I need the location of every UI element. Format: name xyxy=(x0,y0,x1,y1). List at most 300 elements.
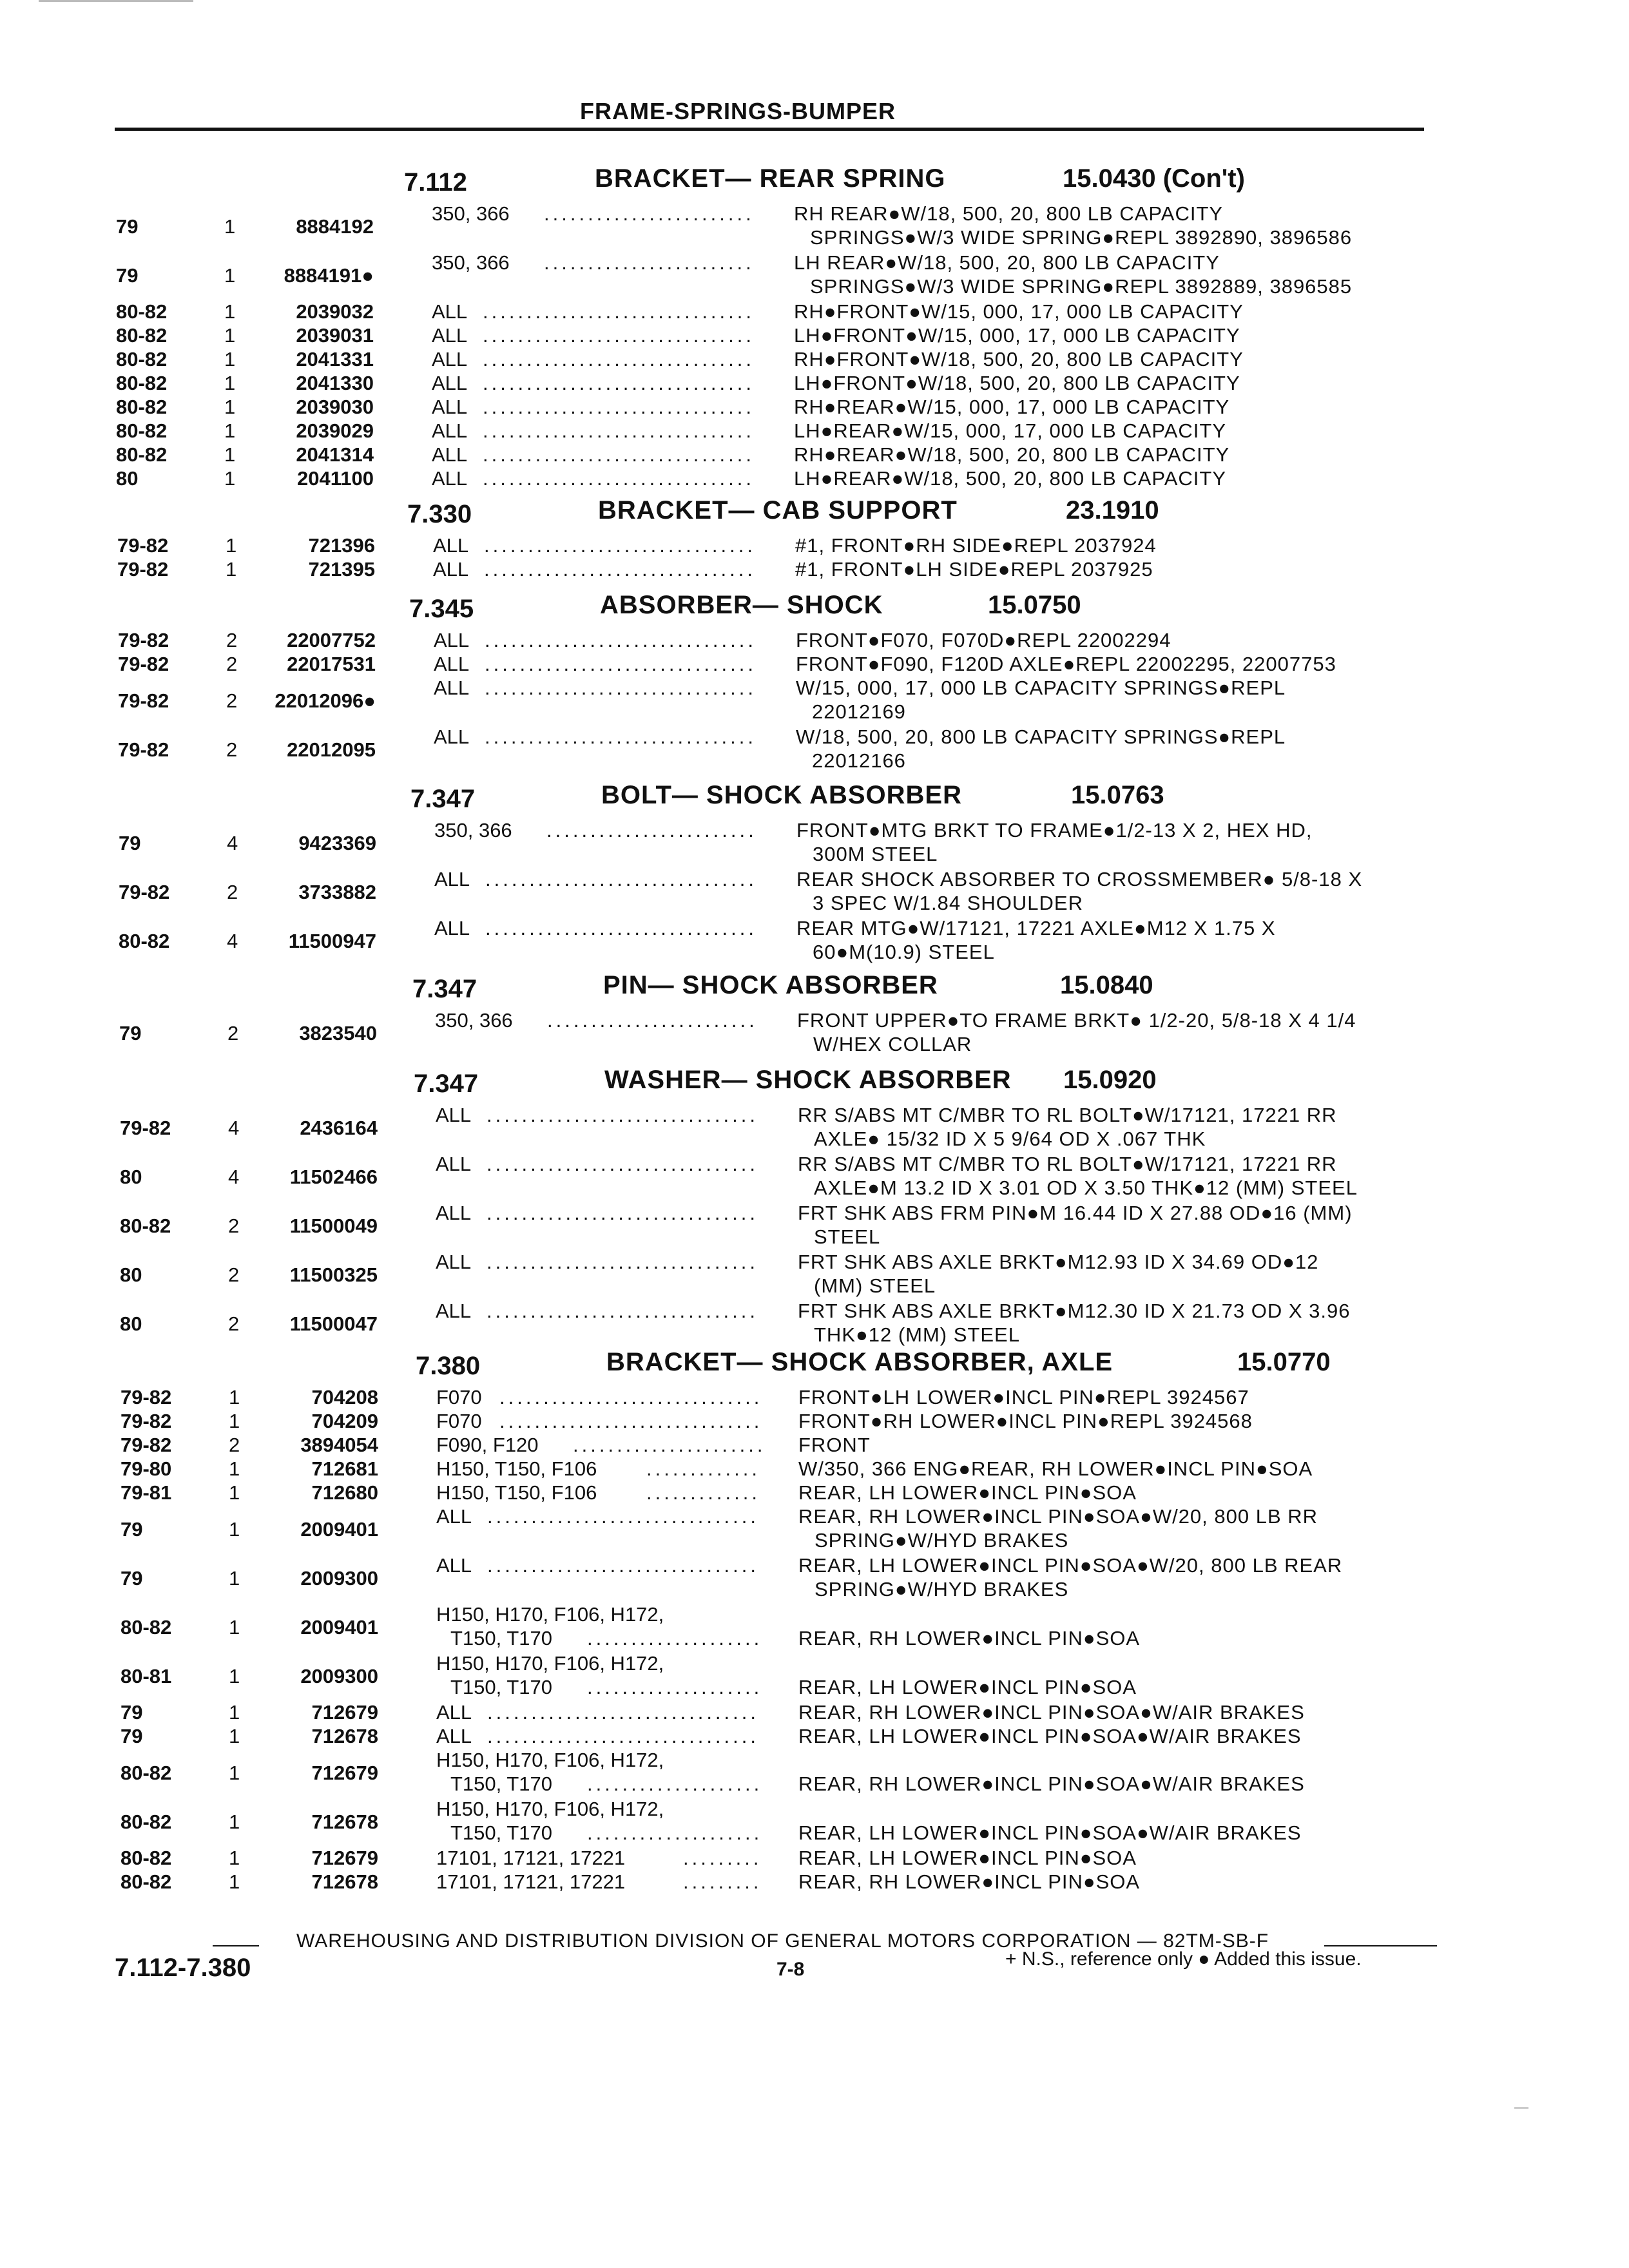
part-description: SPRINGS●W/3 WIDE SPRING●REPL 3892889, 3896585 xyxy=(810,275,1353,298)
leader-dots: ............................... xyxy=(485,917,757,939)
model-year: 80-82 xyxy=(120,1215,171,1237)
leader-dots: ............................... xyxy=(487,1202,758,1224)
part-row xyxy=(0,419,1629,443)
leader-dots: ......... xyxy=(683,1847,762,1869)
section-number: 7.345 xyxy=(409,595,474,623)
part-number: 712679 xyxy=(311,1847,378,1869)
model-list: H150, H170, F106, H172, xyxy=(436,1749,664,1771)
part-number: 2009300 xyxy=(300,1567,378,1590)
quantity: 1 xyxy=(224,215,236,238)
model-list: 350, 366 xyxy=(434,819,512,841)
model-year: 80-82 xyxy=(120,1616,172,1639)
leader-dots: ............................... xyxy=(487,1505,759,1528)
part-row xyxy=(0,533,1629,557)
part-number: 11500049 xyxy=(289,1215,378,1237)
model-list: ALL xyxy=(434,917,470,939)
quantity: 1 xyxy=(226,558,237,581)
leader-dots: ............................... xyxy=(485,653,757,675)
footer-section-range: 7.112-7.380 xyxy=(115,1954,251,1982)
model-year: 79-82 xyxy=(118,689,169,712)
model-year: 79-80 xyxy=(120,1457,172,1480)
model-list: ALL xyxy=(436,1251,472,1273)
model-list: ALL xyxy=(432,467,468,490)
part-number: 11500947 xyxy=(288,930,376,952)
part-description: REAR, LH LOWER●INCL PIN●SOA xyxy=(798,1481,1137,1504)
part-number: 2039029 xyxy=(296,419,374,442)
part-number: 704209 xyxy=(311,1410,378,1432)
part-description: REAR MTG●W/17121, 17221 AXLE●M12 X 1.75 X xyxy=(796,917,1276,939)
quantity: 1 xyxy=(229,1518,240,1541)
part-description: (MM) STEEL xyxy=(814,1274,936,1297)
model-list: F090, F120 xyxy=(436,1434,539,1456)
part-row xyxy=(0,676,1629,724)
model-list: ALL xyxy=(432,372,468,394)
model-list: ALL xyxy=(436,1554,472,1577)
model-year: 80 xyxy=(116,467,139,490)
part-number: 2039032 xyxy=(296,300,374,323)
part-number: 3823540 xyxy=(299,1022,377,1044)
part-row xyxy=(0,371,1629,395)
part-description: SPRINGS●W/3 WIDE SPRING●REPL 3892890, 3896586 xyxy=(810,226,1353,249)
model-year: 80 xyxy=(120,1264,142,1286)
model-year: 79 xyxy=(116,264,139,287)
part-row xyxy=(0,300,1629,323)
footer-page-number: 7-8 xyxy=(776,1959,805,1980)
model-year: 79 xyxy=(119,1022,142,1044)
part-number: 8884191● xyxy=(284,264,374,287)
model-list: ALL xyxy=(436,1202,472,1224)
part-description: RR S/ABS MT C/MBR TO RL BOLT●W/17121, 17221 RR xyxy=(798,1104,1337,1126)
part-row xyxy=(0,1724,1629,1748)
model-year: 79 xyxy=(120,1567,143,1590)
part-row xyxy=(0,916,1629,964)
section-code: 15.0750 xyxy=(988,591,1081,619)
part-row xyxy=(0,725,1629,773)
part-number: 11500325 xyxy=(289,1264,378,1286)
quantity: 2 xyxy=(226,629,238,651)
quantity: 1 xyxy=(229,1701,240,1724)
part-description: REAR, LH LOWER●INCL PIN●SOA●W/AIR BRAKES xyxy=(798,1725,1302,1747)
section-name: BOLT— SHOCK ABSORBER xyxy=(601,781,962,809)
model-year: 80 xyxy=(120,1312,142,1335)
part-description: #1, FRONT●RH SIDE●REPL 2037924 xyxy=(795,534,1157,557)
model-year: 79 xyxy=(120,1725,143,1747)
model-list: ALL xyxy=(432,300,468,323)
part-number: 2039030 xyxy=(296,396,374,418)
part-row xyxy=(0,1748,1629,1796)
quantity: 1 xyxy=(229,1847,240,1869)
part-description: REAR, LH LOWER●INCL PIN●SOA●W/20, 800 LB REAR xyxy=(798,1554,1343,1577)
leader-dots: .............................. xyxy=(499,1386,763,1408)
part-description: SPRING●W/HYD BRAKES xyxy=(815,1578,1069,1600)
part-description: REAR, RH LOWER●INCL PIN●SOA●W/AIR BRAKES xyxy=(798,1701,1305,1724)
part-description: LH●REAR●W/15, 000, 17, 000 LB CAPACITY xyxy=(794,419,1227,442)
leader-dots: ........................ xyxy=(544,202,755,225)
section-code: 15.0763 xyxy=(1071,781,1164,809)
part-description: FRONT●MTG BRKT TO FRAME●1/2-13 X 2, HEX HD, xyxy=(796,819,1313,841)
quantity: 4 xyxy=(228,1117,240,1139)
leader-dots: ............. xyxy=(646,1481,760,1504)
part-description: FRT SHK ABS AXLE BRKT●M12.30 ID X 21.73 OD X 3.96 xyxy=(798,1300,1351,1322)
part-row xyxy=(0,818,1629,866)
model-list: ALL xyxy=(433,558,469,581)
model-list: H150, T150, F106 xyxy=(436,1481,597,1504)
part-number: 2009300 xyxy=(300,1665,378,1687)
part-number: 704208 xyxy=(311,1386,378,1408)
quantity: 1 xyxy=(224,467,236,490)
quantity: 1 xyxy=(224,324,236,347)
part-description: SPRING●W/HYD BRAKES xyxy=(815,1529,1069,1552)
section-header xyxy=(409,591,1440,623)
section-number: 7.347 xyxy=(414,1070,479,1098)
section-code: 15.0840 xyxy=(1060,971,1153,999)
leader-dots: .................... xyxy=(587,1627,763,1649)
part-row xyxy=(0,1201,1629,1249)
leader-dots: ............................... xyxy=(487,1701,759,1724)
part-description: LH●FRONT●W/18, 500, 20, 800 LB CAPACITY xyxy=(794,372,1240,394)
part-row xyxy=(0,1103,1629,1151)
quantity: 1 xyxy=(229,1811,240,1833)
leader-dots: ............................... xyxy=(483,372,755,394)
quantity: 1 xyxy=(229,1567,240,1590)
section-header xyxy=(412,971,1443,1003)
part-description: REAR SHOCK ABSORBER TO CROSSMEMBER● 5/8-18 X xyxy=(796,868,1363,890)
section-header xyxy=(410,781,1441,813)
model-list: ALL xyxy=(434,629,470,651)
model-year: 79-82 xyxy=(120,1410,172,1432)
leader-dots: ........................ xyxy=(547,1009,758,1032)
leader-dots: .............................. xyxy=(499,1410,763,1432)
model-year: 79-82 xyxy=(119,881,170,903)
model-year: 79-82 xyxy=(118,629,169,651)
part-row xyxy=(0,1433,1629,1457)
section-code: 15.0920 xyxy=(1063,1066,1157,1094)
part-number: 3733882 xyxy=(298,881,376,903)
model-year: 80-82 xyxy=(116,300,168,323)
part-number: 712679 xyxy=(311,1762,378,1784)
part-description: 60●M(10.9) STEEL xyxy=(813,941,995,963)
part-number: 712678 xyxy=(311,1811,378,1833)
part-description: REAR, RH LOWER●INCL PIN●SOA xyxy=(798,1870,1141,1893)
leader-dots: .................... xyxy=(587,1821,763,1844)
quantity: 1 xyxy=(224,348,236,370)
model-year: 79 xyxy=(119,832,141,854)
section-name: BRACKET— SHOCK ABSORBER, AXLE xyxy=(606,1348,1113,1376)
model-list: ALL xyxy=(434,726,470,748)
scan-mark-small xyxy=(1514,2107,1528,2109)
model-year: 79 xyxy=(116,215,139,238)
part-description: LH●REAR●W/18, 500, 20, 800 LB CAPACITY xyxy=(794,467,1227,490)
model-list: T150, T170 xyxy=(450,1627,552,1649)
part-number: 2009401 xyxy=(300,1518,378,1541)
part-description: 3 SPEC W/1.84 SHOULDER xyxy=(813,892,1083,914)
quantity: 2 xyxy=(226,653,238,675)
part-row xyxy=(0,1602,1629,1650)
part-description: W/15, 000, 17, 000 LB CAPACITY SPRINGS●REPL xyxy=(796,677,1286,699)
part-description: W/HEX COLLAR xyxy=(813,1033,972,1055)
part-row xyxy=(0,1700,1629,1724)
section-header xyxy=(414,1066,1445,1098)
section-header xyxy=(416,1348,1447,1380)
model-list: F070 xyxy=(436,1410,482,1432)
part-description: 22012166 xyxy=(812,749,906,772)
model-year: 80-82 xyxy=(116,348,168,370)
part-number: 22012095 xyxy=(287,738,376,761)
part-row xyxy=(0,1152,1629,1200)
leader-dots: ............................... xyxy=(483,300,755,323)
part-row xyxy=(0,323,1629,347)
part-description: REAR, RH LOWER●INCL PIN●SOA xyxy=(798,1627,1141,1649)
quantity: 1 xyxy=(224,419,236,442)
model-list: H150, H170, F106, H172, xyxy=(436,1798,664,1820)
leader-dots: ............................... xyxy=(483,419,755,442)
leader-dots: ............................... xyxy=(485,677,757,699)
quantity: 2 xyxy=(227,881,238,903)
part-row xyxy=(0,1504,1629,1552)
quantity: 1 xyxy=(229,1665,240,1687)
part-row xyxy=(0,443,1629,466)
model-list: 350, 366 xyxy=(432,251,510,274)
quantity: 1 xyxy=(229,1616,240,1639)
model-list: ALL xyxy=(432,396,468,418)
model-year: 79-82 xyxy=(118,653,169,675)
quantity: 1 xyxy=(229,1870,240,1893)
model-list: ALL xyxy=(432,443,468,466)
part-row xyxy=(0,1409,1629,1433)
part-number: 2041330 xyxy=(296,372,374,394)
part-description: #1, FRONT●LH SIDE●REPL 2037925 xyxy=(795,558,1153,581)
part-description: 22012169 xyxy=(812,700,906,723)
part-row xyxy=(0,1457,1629,1481)
model-list: ALL xyxy=(434,653,470,675)
leader-dots: ............................... xyxy=(487,1153,758,1175)
model-list: ALL xyxy=(436,1725,472,1747)
part-description: STEEL xyxy=(814,1225,881,1248)
part-description: LH REAR●W/18, 500, 20, 800 LB CAPACITY xyxy=(794,251,1220,274)
part-row xyxy=(0,1797,1629,1845)
model-list: T150, T170 xyxy=(450,1773,552,1795)
section-name: BRACKET— CAB SUPPORT xyxy=(598,496,958,524)
part-row xyxy=(0,1553,1629,1601)
part-description: FRT SHK ABS FRM PIN●M 16.44 ID X 27.88 OD●16 (MM) xyxy=(798,1202,1353,1224)
part-row xyxy=(0,1299,1629,1347)
part-description: REAR, LH LOWER●INCL PIN●SOA●W/AIR BRAKES xyxy=(798,1821,1302,1844)
part-number: 712678 xyxy=(311,1870,378,1893)
part-description: FRONT●F090, F120D AXLE●REPL 22002295, 22007753 xyxy=(796,653,1336,675)
part-description: W/18, 500, 20, 800 LB CAPACITY SPRINGS●REPL xyxy=(796,726,1286,748)
model-year: 80-82 xyxy=(120,1811,172,1833)
part-row xyxy=(0,395,1629,419)
model-year: 79-82 xyxy=(120,1386,172,1408)
section-code: 15.0430 (Con't) xyxy=(1063,164,1245,193)
part-row xyxy=(0,557,1629,581)
part-number: 712679 xyxy=(311,1701,378,1724)
part-description: FRONT UPPER●TO FRAME BRKT● 1/2-20, 5/8-18 X 4 1/4 xyxy=(797,1009,1356,1032)
leader-dots: ........................ xyxy=(544,251,755,274)
leader-dots: ............................... xyxy=(484,534,756,557)
model-year: 80-81 xyxy=(120,1665,172,1687)
part-row xyxy=(0,202,1629,249)
part-row xyxy=(0,1008,1629,1056)
part-row xyxy=(0,1651,1629,1699)
model-year: 80-82 xyxy=(116,324,168,347)
quantity: 2 xyxy=(228,1215,240,1237)
part-number: 11500047 xyxy=(289,1312,378,1335)
quantity: 2 xyxy=(226,689,238,712)
quantity: 2 xyxy=(228,1264,240,1286)
part-row xyxy=(0,1481,1629,1504)
part-description: FRT SHK ABS AXLE BRKT●M12.93 ID X 34.69 OD●12 xyxy=(798,1251,1319,1273)
part-row xyxy=(0,251,1629,298)
model-list: H150, T150, F106 xyxy=(436,1457,597,1480)
part-description: RH●REAR●W/18, 500, 20, 800 LB CAPACITY xyxy=(794,443,1230,466)
model-list: ALL xyxy=(434,868,470,890)
model-list: ALL xyxy=(432,348,468,370)
model-year: 79-82 xyxy=(120,1434,172,1456)
model-list: ALL xyxy=(432,419,468,442)
model-year: 80-82 xyxy=(116,443,168,466)
model-list: ALL xyxy=(436,1153,472,1175)
section-name: WASHER— SHOCK ABSORBER xyxy=(604,1066,1012,1094)
model-year: 80-82 xyxy=(120,1847,172,1869)
leader-dots: ........................ xyxy=(546,819,757,841)
model-list: ALL xyxy=(434,677,470,699)
part-description: RH●FRONT●W/15, 000, 17, 000 LB CAPACITY xyxy=(794,300,1244,323)
quantity: 1 xyxy=(229,1725,240,1747)
footer-rule-left xyxy=(213,1945,259,1946)
section-header xyxy=(404,164,1435,197)
quantity: 4 xyxy=(228,1166,240,1188)
part-number: 22017531 xyxy=(287,653,376,675)
part-description: REAR, RH LOWER●INCL PIN●SOA●W/AIR BRAKES xyxy=(798,1773,1305,1795)
model-year: 80-82 xyxy=(116,372,168,394)
quantity: 2 xyxy=(227,1022,239,1044)
model-list: ALL xyxy=(436,1104,472,1126)
part-number: 22012096● xyxy=(275,689,376,712)
model-year: 79-82 xyxy=(120,1117,171,1139)
section-code: 15.0770 xyxy=(1237,1348,1331,1376)
model-list: T150, T170 xyxy=(450,1676,552,1698)
part-row xyxy=(0,628,1629,652)
model-list: ALL xyxy=(432,324,468,347)
section-number: 7.330 xyxy=(407,500,472,528)
leader-dots: ............................... xyxy=(483,396,755,418)
part-number: 712678 xyxy=(311,1725,378,1747)
part-description: RH●FRONT●W/18, 500, 20, 800 LB CAPACITY xyxy=(794,348,1244,370)
model-list: 17101, 17121, 17221 xyxy=(436,1847,626,1869)
leader-dots: ............................... xyxy=(487,1251,758,1273)
quantity: 1 xyxy=(229,1410,240,1432)
part-description: RR S/ABS MT C/MBR TO RL BOLT●W/17121, 17221 RR xyxy=(798,1153,1337,1175)
part-number: 712680 xyxy=(311,1481,378,1504)
leader-dots: ............................... xyxy=(483,467,755,490)
leader-dots: ............................... xyxy=(483,443,755,466)
model-list: 17101, 17121, 17221 xyxy=(436,1870,626,1893)
part-number: 2436164 xyxy=(300,1117,378,1139)
part-row xyxy=(0,347,1629,371)
quantity: 1 xyxy=(229,1762,240,1784)
part-row xyxy=(0,1385,1629,1409)
section-number: 7.112 xyxy=(404,168,467,197)
leader-dots: ............................... xyxy=(487,1104,758,1126)
model-list: ALL xyxy=(436,1701,472,1724)
quantity: 4 xyxy=(227,832,238,854)
part-description: FRONT●RH LOWER●INCL PIN●REPL 3924568 xyxy=(798,1410,1253,1432)
model-list: F070 xyxy=(436,1386,482,1408)
page-title: FRAME-SPRINGS-BUMPER xyxy=(580,98,896,124)
part-description: 300M STEEL xyxy=(813,843,938,865)
part-number: 3894054 xyxy=(300,1434,378,1456)
model-list: T150, T170 xyxy=(450,1821,552,1844)
model-list: H150, H170, F106, H172, xyxy=(436,1652,664,1675)
section-name: BRACKET— REAR SPRING xyxy=(595,164,946,193)
section-number: 7.347 xyxy=(410,785,476,813)
model-year: 80-82 xyxy=(116,396,168,418)
quantity: 1 xyxy=(229,1457,240,1480)
part-row xyxy=(0,867,1629,915)
leader-dots: ......... xyxy=(683,1870,762,1893)
part-description: THK●12 (MM) STEEL xyxy=(814,1323,1020,1346)
model-list: ALL xyxy=(433,534,469,557)
leader-dots: ............................... xyxy=(487,1300,758,1322)
leader-dots: ............................... xyxy=(487,1725,759,1747)
leader-dots: ............................... xyxy=(483,324,755,347)
part-row xyxy=(0,1870,1629,1894)
part-description: FRONT●F070, F070D●REPL 22002294 xyxy=(796,629,1171,651)
model-year: 80-82 xyxy=(119,930,170,952)
part-number: 2041314 xyxy=(296,443,374,466)
part-description: W/350, 366 ENG●REAR, RH LOWER●INCL PIN●SOA xyxy=(798,1457,1313,1480)
leader-dots: ............................... xyxy=(485,868,757,890)
part-number: 2041331 xyxy=(296,348,374,370)
part-description: AXLE● 15/32 ID X 5 9/64 OD X .067 THK xyxy=(814,1128,1206,1150)
quantity: 1 xyxy=(224,264,236,287)
model-year: 80 xyxy=(120,1166,142,1188)
quantity: 2 xyxy=(228,1312,240,1335)
part-number: 22007752 xyxy=(287,629,376,651)
leader-dots: ............................... xyxy=(485,629,757,651)
section-code: 23.1910 xyxy=(1066,496,1159,524)
quantity: 4 xyxy=(227,930,238,952)
section-number: 7.347 xyxy=(412,975,477,1003)
model-list: ALL xyxy=(436,1505,472,1528)
leader-dots: ............................... xyxy=(483,348,755,370)
section-number: 7.380 xyxy=(416,1352,481,1380)
part-number: 2039031 xyxy=(296,324,374,347)
part-row xyxy=(0,652,1629,676)
footer-legend: + N.S., reference only ● Added this issue. xyxy=(1005,1948,1362,1970)
model-year: 79 xyxy=(120,1701,143,1724)
leader-dots: .................... xyxy=(587,1773,763,1795)
quantity: 1 xyxy=(224,443,236,466)
quantity: 1 xyxy=(224,396,236,418)
model-year: 79-82 xyxy=(117,558,169,581)
model-list: H150, H170, F106, H172, xyxy=(436,1603,664,1626)
model-list: 350, 366 xyxy=(435,1009,513,1032)
part-row xyxy=(0,1250,1629,1298)
part-description: AXLE●M 13.2 ID X 3.01 OD X 3.50 THK●12 (MM) STEEL xyxy=(814,1177,1358,1199)
part-description: RH REAR●W/18, 500, 20, 800 LB CAPACITY xyxy=(794,202,1224,225)
part-number: 712681 xyxy=(311,1457,378,1480)
part-description: REAR, RH LOWER●INCL PIN●SOA●W/20, 800 LB RR xyxy=(798,1505,1318,1528)
model-year: 80-82 xyxy=(116,419,168,442)
part-row xyxy=(0,1846,1629,1870)
part-number: 11502466 xyxy=(289,1166,378,1188)
model-year: 79-82 xyxy=(118,738,169,761)
part-number: 2009401 xyxy=(300,1616,378,1639)
model-list: 350, 366 xyxy=(432,202,510,225)
leader-dots: .................... xyxy=(587,1676,763,1698)
